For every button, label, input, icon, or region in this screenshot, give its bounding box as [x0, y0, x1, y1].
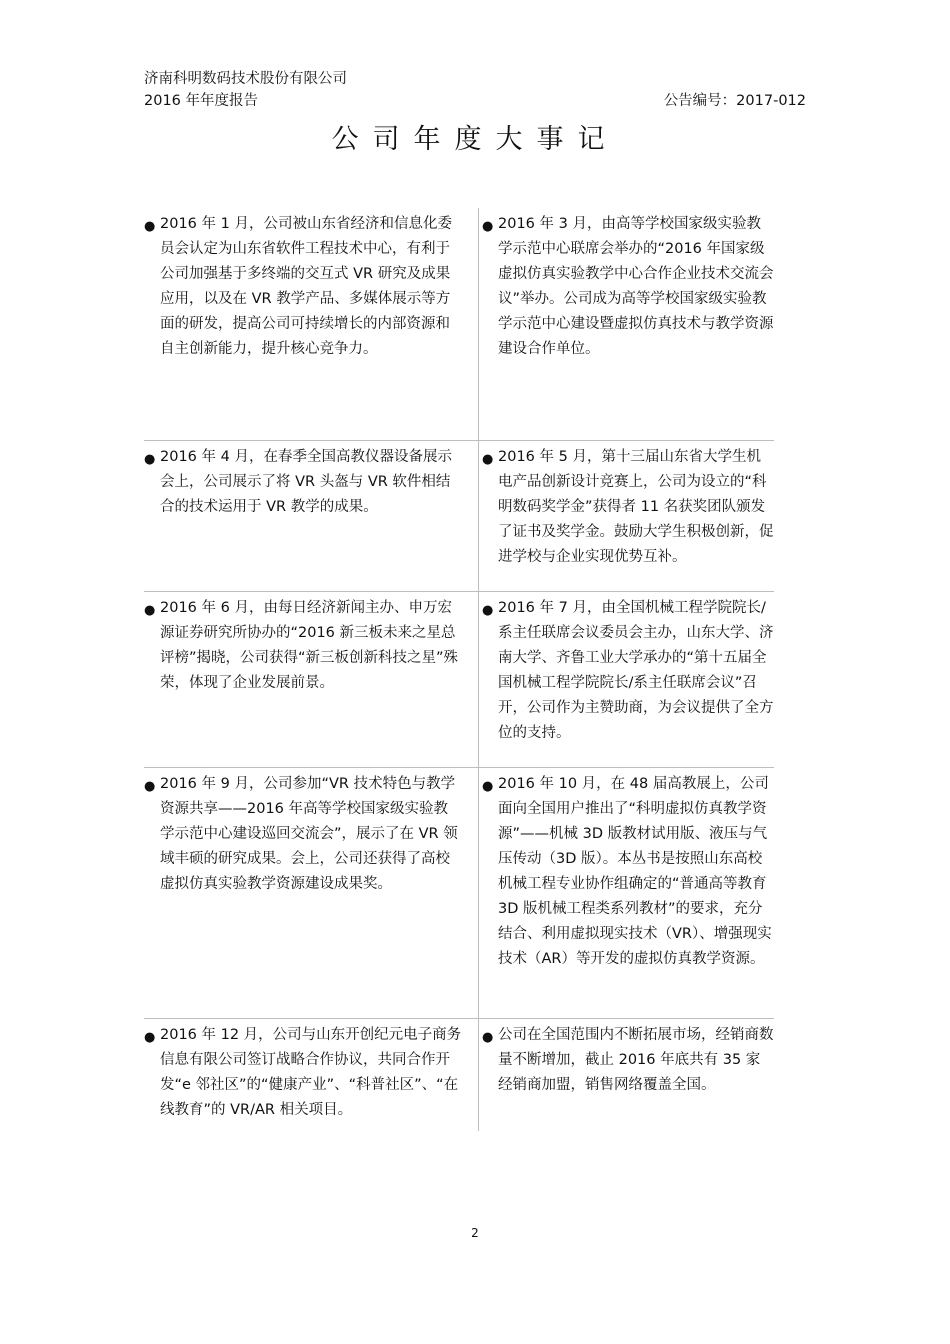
list-item	[144, 208, 462, 362]
notice-number: 公告编号：2017-012	[663, 93, 806, 109]
bullet-icon: ●	[144, 1030, 156, 1045]
page-title: 公司年度大事记	[331, 124, 619, 155]
bullet-icon: ●	[482, 1030, 494, 1045]
bullet-icon: ●	[482, 779, 494, 794]
event-text: 2016 年 1 月，公司被山东省经济和信息化委员会认定为山东省软件工程技术中心，有利于公司加强基于多终端的交互式 VR 研究及成果应用，以及在 VR 教学产品、多媒体展示等方面的研发，提高公司可持续增长的内部资源和自主创新能力，提升核心竞争力。	[160, 216, 452, 357]
table-row	[144, 1019, 774, 1131]
events-table	[144, 208, 774, 1131]
list-item	[482, 208, 774, 362]
event-text: 2016 年 12 月，公司与山东开创纪元电子商务信息有限公司签订战略合作协议，共同合作开发“e 邻社区”的“健康产业”、“科普社区”、“在线教育”的 VR/AR 相关项目。	[160, 1027, 462, 1118]
event-cell	[482, 768, 774, 972]
event-text: 2016 年 9 月，公司参加“VR 技术特色与教学资源共享——2016 年高等学校国家级实验教学示范中心建设巡回交流会”，展示了在 VR 领域丰硕的研究成果。会上，公司还获得了高校虚拟仿真实验教学资源建设成果奖。	[160, 776, 458, 892]
list-item	[144, 441, 462, 520]
company-name: 济南科明数码技术股份有限公司	[144, 71, 347, 87]
event-text: 2016 年 3 月，由高等学校国家级实验教学示范中心联席会举办的“2016 年国家级虚拟仿真实验教学中心合作企业技术交流会议”举办。公司成为高等学校国家级实验教学示范中心建设暨虚拟仿真技术与教学资源建设合作单位。	[498, 216, 774, 357]
event-text: 公司在全国范围内不断拓展市场，经销商数量不断增加，截止 2016 年底共有 35 家经销商加盟，销售网络覆盖全国。	[498, 1027, 774, 1093]
event-text: 2016 年 10 月，在 48 届高教展上，公司面向全国用户推出了“科明虚拟仿真教学资源”——机械 3D 版教材试用版、液压与气压传动（3D 版）。本丛书是按照山东高校机械工程专业协作组确定的“普通高等教育 3D 版机械工程类系列教材”的要求，充分结合、利用虚拟现实技术（VR）、增强现实技术（AR）等开发的虚拟仿真教学资源。	[498, 776, 772, 967]
list-item	[482, 592, 774, 746]
table-row	[144, 441, 774, 592]
bullet-icon: ●	[482, 603, 494, 618]
event-cell	[144, 208, 462, 362]
event-cell	[482, 441, 774, 570]
bullet-icon: ●	[144, 452, 156, 467]
event-cell	[144, 592, 462, 696]
bullet-icon: ●	[482, 219, 494, 234]
event-text: 2016 年 7 月，由全国机械工程学院院长/系主任联席会议委员会主办，山东大学、济南大学、齐鲁工业大学承办的“第十五届全国机械工程学院院长/系主任联席会议”召开，公司作为主赞助商，为会议提供了全方位的支持。	[498, 600, 774, 741]
event-text: 2016 年 5 月，第十三届山东省大学生机电产品创新设计竞赛上，公司为设立的“科明数码奖学金”获得者 11 名获奖团队颁发了证书及奖学金。鼓励大学生积极创新，促进学校与企业实现优势互补。	[498, 449, 774, 565]
event-text: 2016 年 4 月，在春季全国高教仪器设备展示会上，公司展示了将 VR 头盔与 VR 软件相结合的技术运用于 VR 教学的成果。	[160, 449, 452, 515]
list-item	[482, 768, 774, 972]
event-cell	[482, 1019, 774, 1098]
list-item	[144, 1019, 462, 1123]
bullet-icon: ●	[482, 452, 494, 467]
list-item	[144, 768, 462, 897]
event-cell	[144, 768, 462, 897]
table-row	[144, 768, 774, 1019]
bullet-icon: ●	[144, 603, 156, 618]
event-cell	[144, 441, 462, 520]
list-item	[482, 1019, 774, 1098]
table-row	[144, 208, 774, 441]
event-text: 2016 年 6 月，由每日经济新闻主办、申万宏源证券研究所协办的“2016 新三板未来之星总评榜”揭晓，公司获得“新三板创新科技之星”殊荣，体现了企业发展前景。	[160, 600, 459, 691]
bullet-icon: ●	[144, 779, 156, 794]
list-item	[482, 441, 774, 570]
event-cell	[144, 1019, 462, 1123]
list-item	[144, 592, 462, 696]
event-cell	[482, 208, 774, 362]
event-cell	[482, 592, 774, 746]
page-number: 2	[471, 1226, 479, 1240]
bullet-icon: ●	[144, 219, 156, 234]
report-title: 2016 年年度报告	[144, 93, 259, 109]
table-row	[144, 592, 774, 768]
